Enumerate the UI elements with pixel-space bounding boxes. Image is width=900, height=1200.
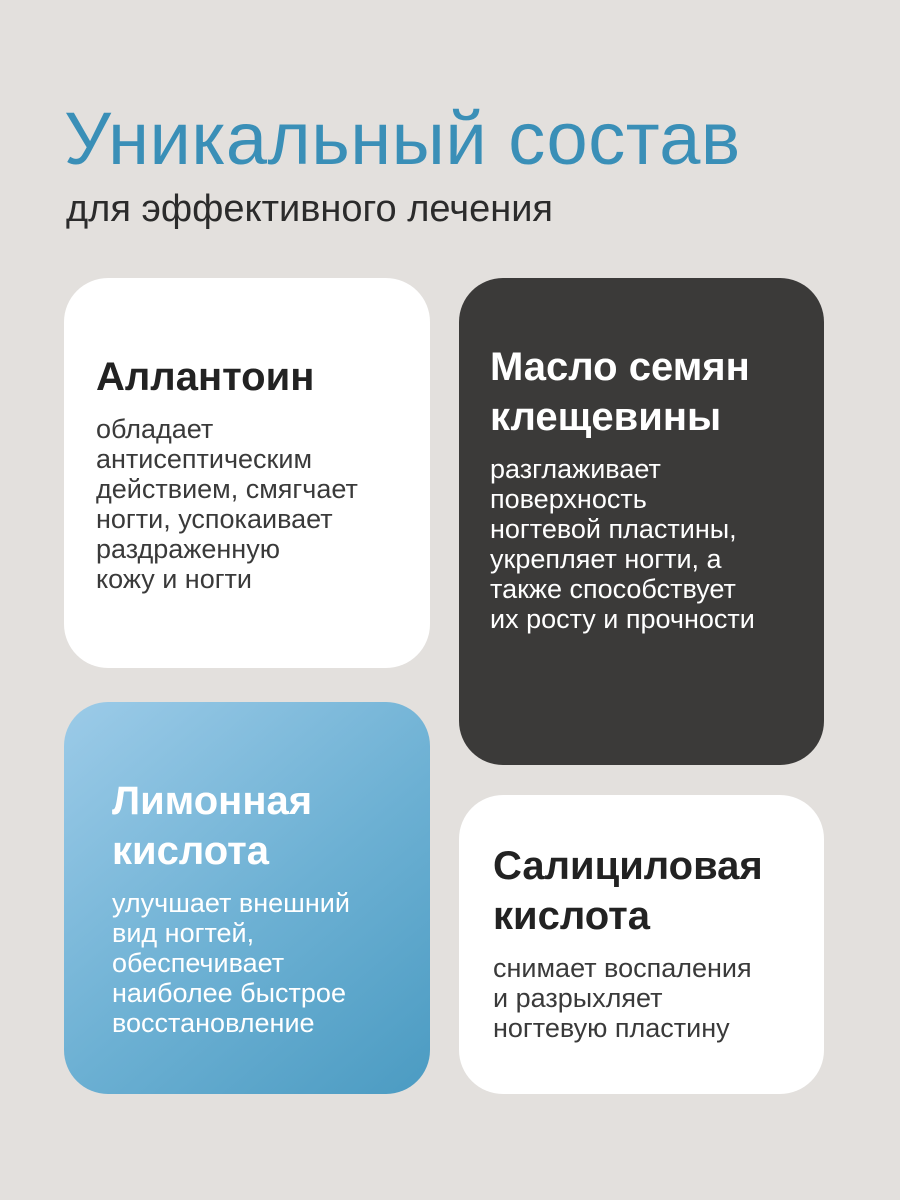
- description-line: раздраженную: [96, 534, 280, 564]
- page-subtitle: для эффективного лечения: [66, 188, 554, 230]
- description-line: и разрыхляет: [493, 983, 663, 1013]
- ingredient-card-allantoin: [64, 278, 430, 668]
- ingredient-card-citric-acid: [64, 702, 430, 1094]
- description-line: улучшает внешний: [112, 888, 350, 918]
- description-line: укрепляет ногти, а: [490, 544, 722, 574]
- ingredient-description: [493, 953, 806, 1043]
- description-line: также способствует: [490, 574, 736, 604]
- description-line: ногтевой пластины,: [490, 514, 737, 544]
- description-line: восстановление: [112, 1008, 315, 1038]
- ingredient-title-line: кислота: [112, 829, 270, 873]
- ingredient-title-line: кислота: [493, 894, 651, 938]
- ingredient-title-line: Аллантоин: [96, 355, 315, 399]
- description-line: поверхность: [490, 484, 647, 514]
- description-line: обладает: [96, 414, 214, 444]
- description-line: наиболее быстрое: [112, 978, 346, 1008]
- ingredient-title-line: Салициловая: [493, 844, 763, 888]
- ingredient-title-line: Лимонная: [112, 779, 313, 823]
- description-line: ногтевую пластину: [493, 1013, 730, 1043]
- ingredient-description: [490, 454, 806, 634]
- ingredient-description: [112, 888, 410, 1038]
- description-line: их росту и прочности: [490, 604, 755, 634]
- ingredient-title: [96, 352, 410, 402]
- description-line: кожу и ногти: [96, 564, 253, 594]
- ingredient-title: [112, 776, 410, 876]
- ingredient-description: [96, 414, 410, 594]
- ingredient-title: [490, 342, 806, 442]
- ingredient-title-line: клещевины: [490, 395, 722, 439]
- page-title: Уникальный состав: [64, 97, 741, 180]
- description-line: разглаживает: [490, 454, 661, 484]
- description-line: снимает воспаления: [493, 953, 752, 983]
- ingredient-card-castor-oil: [459, 278, 824, 765]
- ingredient-title: [493, 841, 806, 941]
- description-line: действием, смягчает: [96, 474, 358, 504]
- description-line: вид ногтей,: [112, 918, 255, 948]
- description-line: антисептическим: [96, 444, 312, 474]
- description-line: ногти, успокаивает: [96, 504, 333, 534]
- ingredient-title-line: Масло семян: [490, 345, 750, 389]
- description-line: обеспечивает: [112, 948, 285, 978]
- ingredient-card-salicylic-acid: [459, 795, 824, 1094]
